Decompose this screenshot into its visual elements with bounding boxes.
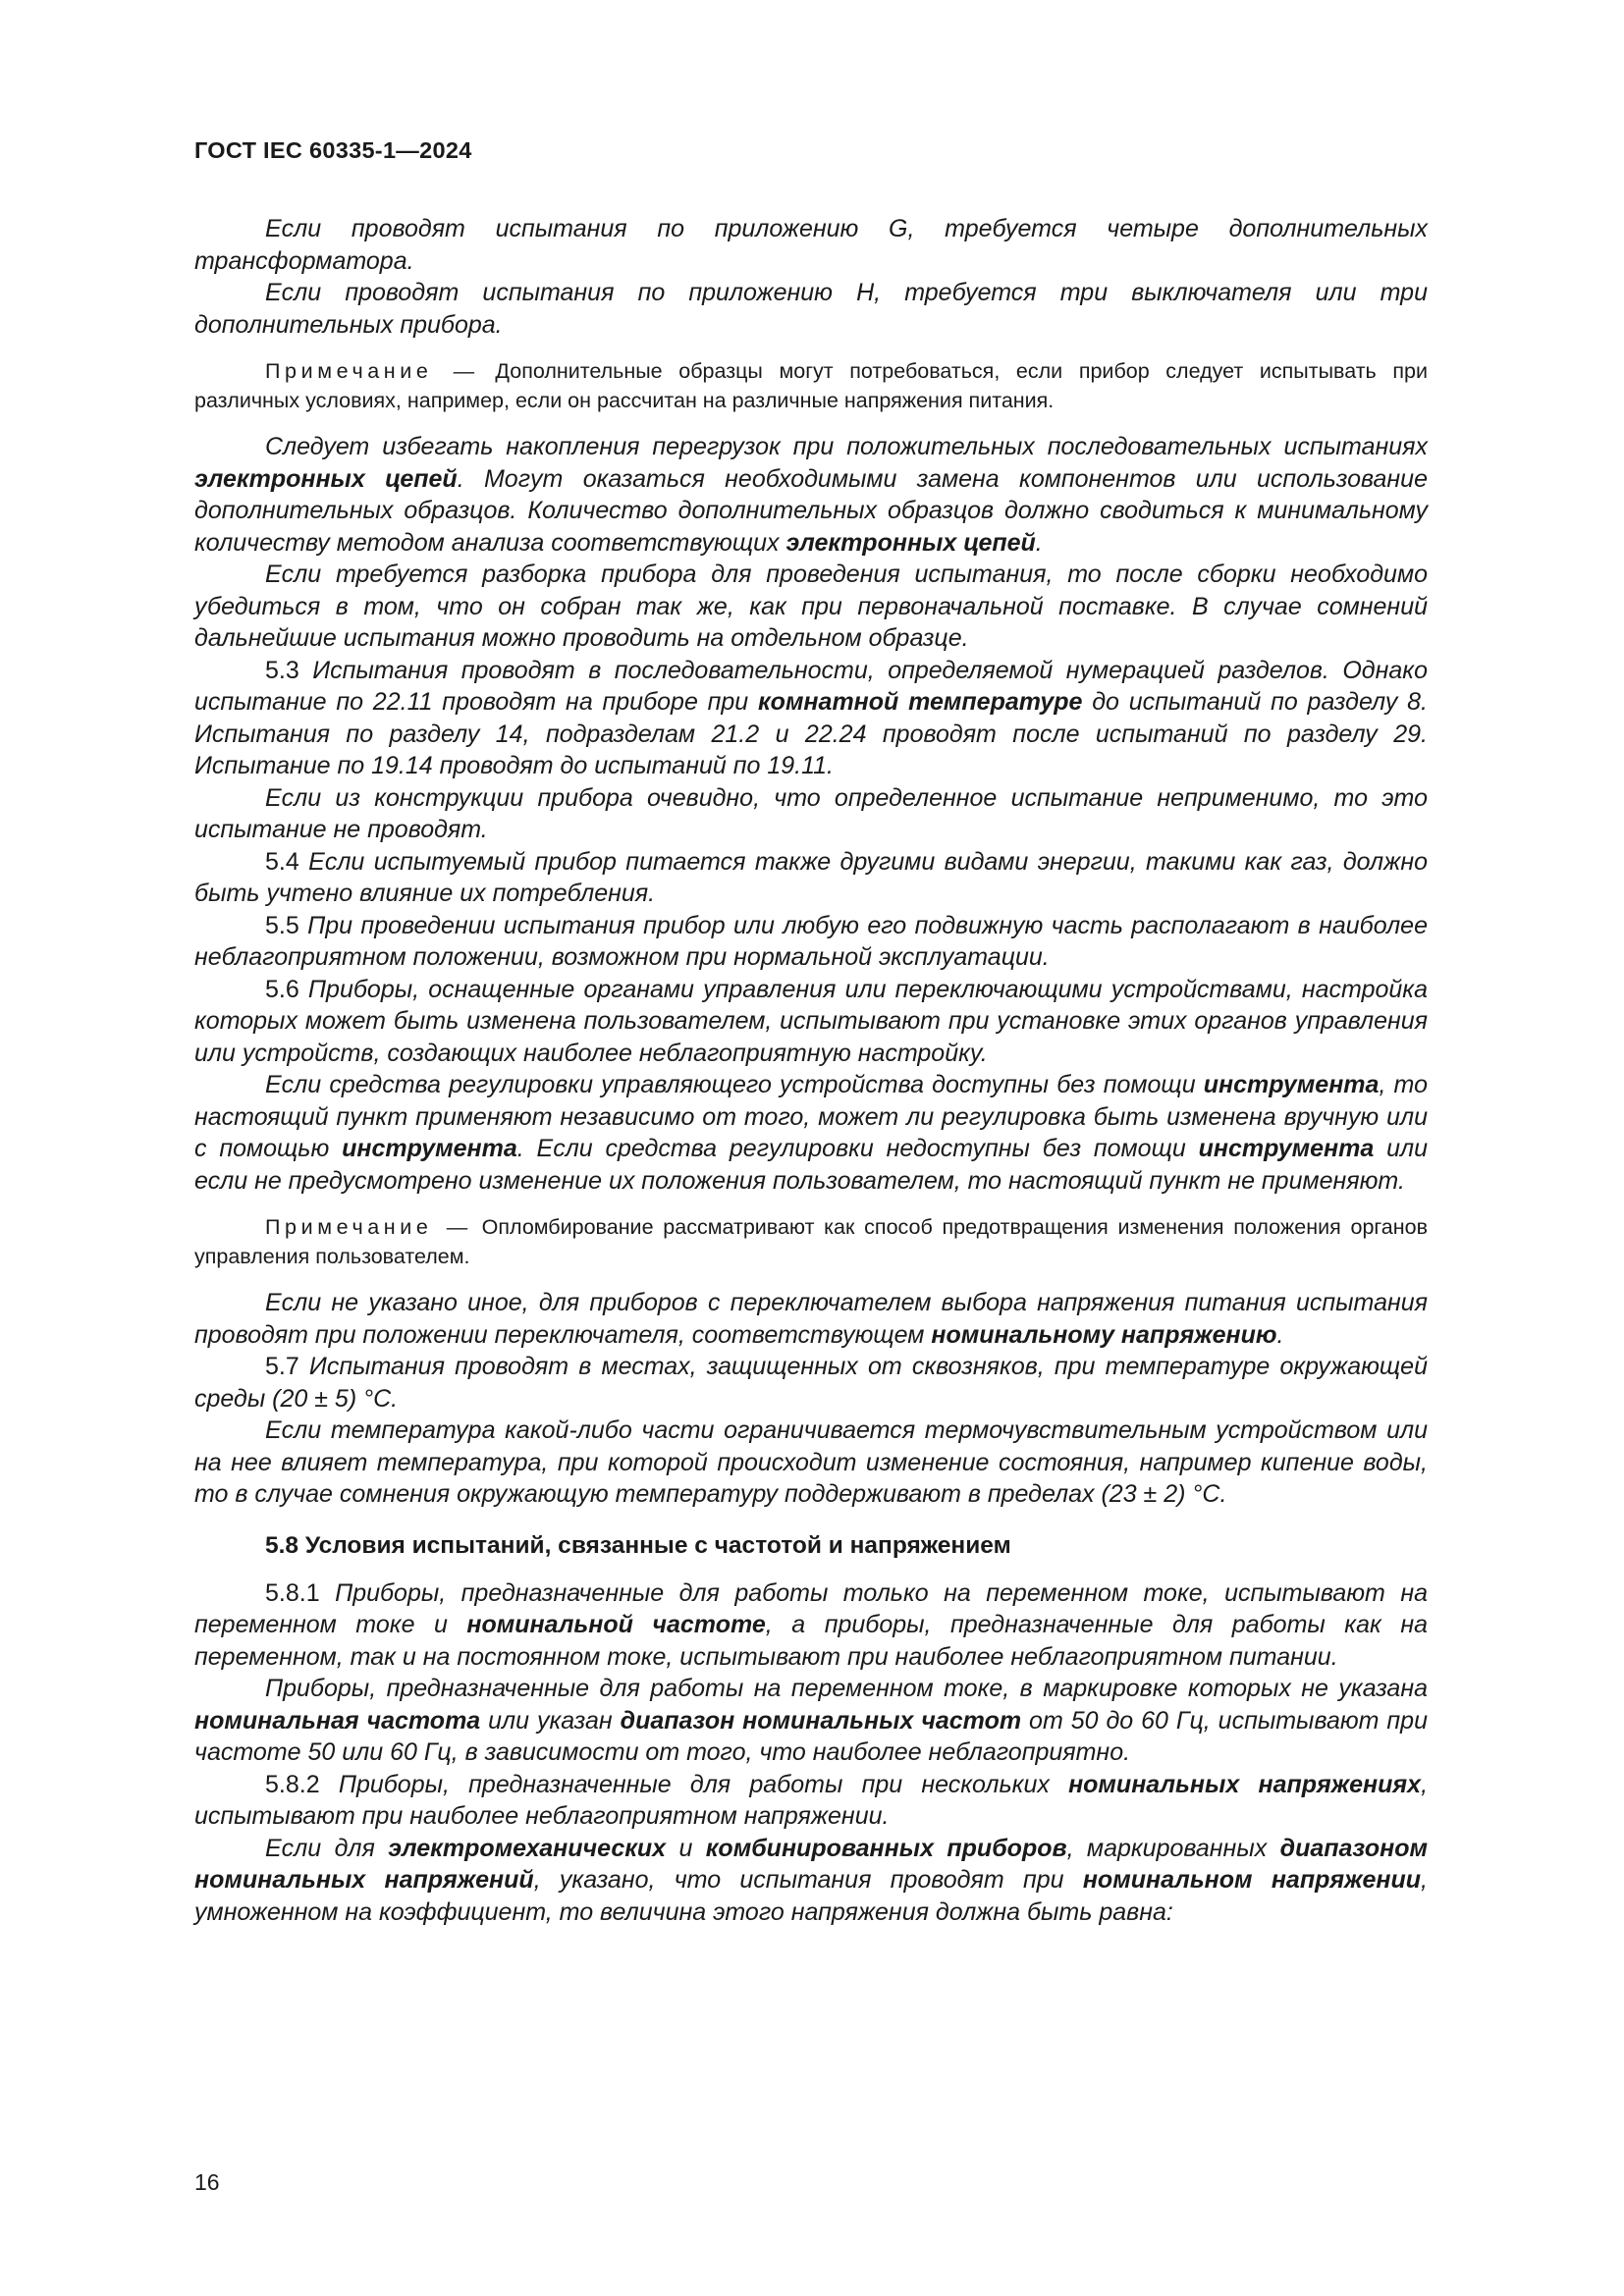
page-number: 16 — [194, 2169, 220, 2195]
clause-number: 5.8.1 — [265, 1578, 320, 1607]
term-rated-voltage: номинальному напряжению — [931, 1320, 1277, 1349]
term-electronic-circuits: электронных цепей — [194, 464, 458, 493]
clause-number: 5.4 — [265, 847, 299, 876]
clause-number: 5.3 — [265, 656, 299, 684]
section-heading-5-8: 5.8 Условия испытаний, связанные с частотой и напряжением — [265, 1531, 1011, 1559]
term-rated-voltage-range: диапазоном номинальных напряжений — [194, 1834, 1428, 1894]
document-header: ГОСТ IEC 60335-1—2024 — [194, 137, 472, 163]
note-additional-samples — [194, 356, 1428, 415]
term-rated-frequency: номинальная частота — [194, 1706, 481, 1735]
clause-5-7: 5.7 Испытания проводят в местах, защищенных от сквозняков, при температуре окружающей среды (20 ± 5) °С. — [194, 1353, 1428, 1413]
note-label: Примечание — — [265, 359, 479, 383]
term-electronic-circuits: электронных цепей — [785, 528, 1036, 557]
note-sealing — [194, 1212, 1428, 1271]
term-tool: инструмента — [1198, 1135, 1375, 1162]
clause-5-4: 5.4 Если испытуемый прибор питается также другими видами энергии, такими как газ, должно быть учтено влияние их потребления. — [194, 847, 1428, 907]
paragraph-annex-h: Если проводят испытания по приложению H, требуется три выключателя или три дополнительных прибора. — [194, 279, 1428, 339]
term-tool: инструмента — [342, 1135, 517, 1162]
clause-5-6: 5.6 Приборы, оснащенные органами управления или переключающими устройствами, настройка которых может быть изменена пользователем, испытывают при установке этих органов управления или устройств, создающих наиболее неблагоприятную настройку. — [194, 975, 1428, 1067]
paragraph-voltage-selector: Если не указано иное, для приборов с переключателем выбора напряжения питания испытания проводят при положении переключателя, соответствующем номинальному напряжению. — [194, 1289, 1428, 1349]
paragraph-disassembly: Если требуется разборка прибора для проведения испытания, то после сборки необходимо убедиться в том, что он собран так же, как при первоначальной поставке. В случае сомнений дальнейшие испытания можно проводить на отдельном образце. — [194, 561, 1428, 652]
clause-5-5: 5.5 При проведении испытания прибор или любую его подвижную часть располагают в наиболее неблагоприятном положении, возможном при нормальной эксплуатации. — [194, 911, 1428, 971]
term-tool: инструмента — [1203, 1071, 1380, 1098]
clause-5-8-2: 5.8.2 Приборы, предназначенные для работы при нескольких номинальных напряжениях, испытывают при наиболее неблагоприятном напряжении. — [194, 1770, 1429, 1830]
term-rated-voltage: номинальном напряжении — [1082, 1866, 1422, 1894]
clause-number: 5.7 — [265, 1353, 299, 1380]
paragraph-overload: Следует избегать накопления перегрузок при положительных последовательных испытаниях электронных цепей. Могут оказаться необходимыми замена компонентов или использование дополнительных образцов. Количество дополнительных образцов должно сводиться к минимальному количеству методом анализа соответствующих электронных цепей. — [194, 433, 1428, 557]
term-rated-frequency: номинальной частоте — [466, 1611, 766, 1638]
note-text: Дополнительные образцы могут потребоваться, если прибор следует испытывать при различных условиях, например, если он рассчитан на различные напряжения питания. — [194, 359, 1428, 412]
paragraph-annex-g: Если проводят испытания по приложению G, требуется четыре дополнительных трансформатора. — [194, 215, 1428, 275]
paragraph-not-applicable: Если из конструкции прибора очевидно, что определенное испытание неприменимо, то это испытание не проводят. — [194, 783, 1428, 843]
term-rated-frequency-range: диапазон номинальных частот — [620, 1706, 1022, 1735]
note-label: Примечание — — [265, 1215, 472, 1239]
paragraph-voltage-range: Если для электромеханических и комбинированных приборов, маркированных диапазоном номинальных напряжений, указано, что испытания проводят при номинальном напряжении, умноженном на коэффициент, то величина этого напряжения должна быть равна: — [194, 1834, 1428, 1926]
term-rated-voltages: номинальных напряжениях — [1068, 1770, 1422, 1798]
clause-5-3: 5.3 Испытания проводят в последовательности, определяемой нумерацией разделов. Однако испытание по 22.11 проводят на приборе при комнатной температуре до испытаний по разделу 8. Испытания по разделу 14, подразделам 21.2 и 22.24 проводят после испытаний по разделу 29. Испытание по 19.14 проводят до испытаний по 19.11. — [194, 656, 1428, 779]
clause-number: 5.8.2 — [265, 1770, 320, 1798]
document-page — [194, 137, 1428, 1928]
note-text: Опломбирование рассматривают как способ предотвращения изменения положения органов управления пользователем. — [194, 1215, 1428, 1268]
term-room-temperature: комнатной температуре — [758, 688, 1083, 716]
clause-number: 5.5 — [265, 911, 299, 939]
clause-5-8-1: 5.8.1 Приборы, предназначенные для работы только на переменном токе, испытывают на переменном токе и номинальной частоте, а приборы, предназначенные для работы как на переменном, так и на постоянном токе, испытывают при наиболее неблагоприятном питании. — [194, 1578, 1429, 1671]
term-combined-appliances: комбинированных приборов — [705, 1834, 1067, 1862]
paragraph-adjustment-means: Если средства регулировки управляющего устройства доступны без помощи инструмента, то настоящий пункт применяют независимо от того, может ли регулировка быть изменена вручную или с помощью инструмента. Если средства регулировки недоступны без помощи инструмента или если не предусмотрено изменение их положения пользователем, то настоящий пункт не применяют. — [194, 1071, 1428, 1195]
paragraph-frequency-range: Приборы, предназначенные для работы на переменном токе, в маркировке которых не указана номинальная частота или указан диапазон номинальных частот от 50 до 60 Гц, испытывают при частоте 50 или 60 Гц, в зависимости от того, что наиболее неблагоприятно. — [194, 1675, 1428, 1766]
paragraph-ambient-temperature: Если температура какой-либо части ограничивается термочувствительным устройством или на нее влияет температура, при которой происходит изменение состояния, например кипение воды, то в случае сомнения окружающую температуру поддерживают в пределах (23 ± 2) °С. — [194, 1416, 1428, 1508]
clause-number: 5.6 — [265, 975, 299, 1003]
term-electromechanical: электромеханических — [388, 1834, 667, 1862]
